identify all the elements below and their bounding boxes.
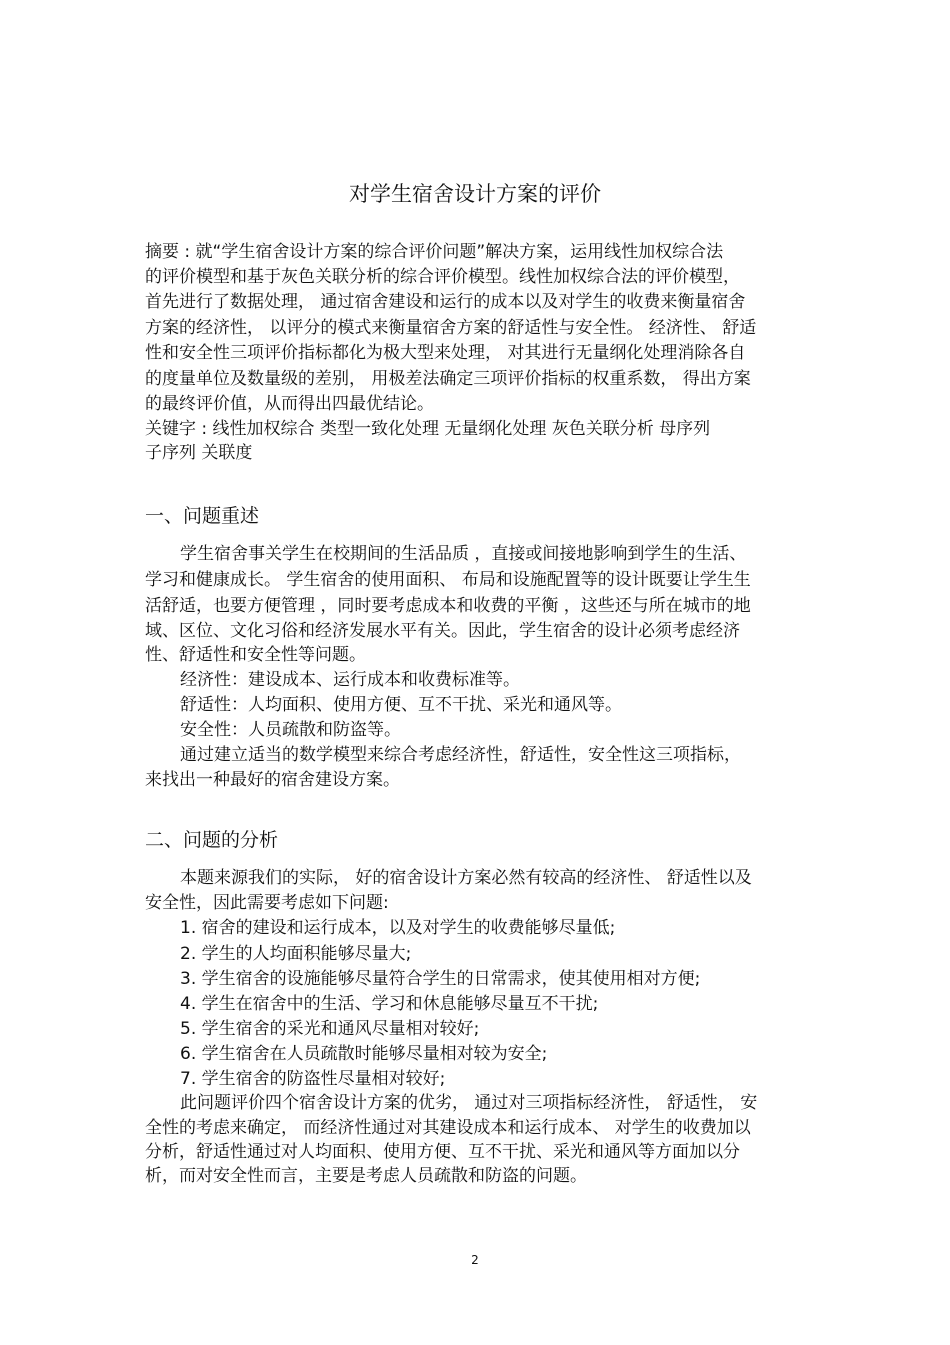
paragraph-line: 本题来源我们的实际， 好的宿舍设计方案必然有较高的经济性、 舒适性以及 xyxy=(180,868,752,888)
page-number: 2 xyxy=(471,1253,479,1267)
list-item: 4. 学生在宿舍中的生活、学习和休息能够尽量互不干扰; xyxy=(180,994,599,1014)
paragraph-line: 安全性：人员疏散和防盗等。 xyxy=(180,720,401,740)
list-item: 2. 学生的人均面积能够尽量大; xyxy=(180,944,412,964)
abstract-line: 首先进行了数据处理， 通过宿舍建设和运行的成本以及对学生的收费来衡量宿舍 xyxy=(145,292,746,312)
abstract-line: 的最终评价值，从而得出四最优结论。 xyxy=(145,394,434,414)
keywords-line: 关键字 : 线性加权综合 类型一致化处理 无量纲化处理 灰色关联分析 母序列 xyxy=(145,419,711,439)
document-title: 对学生宿舍设计方案的评价 xyxy=(349,182,601,206)
abstract-line: 方案的经济性， 以评分的模式来衡量宿舍方案的舒适性与安全性。 经济性、 舒适 xyxy=(145,318,757,338)
list-item: 3. 学生宿舍的设施能够尽量符合学生的日常需求，使其使用相对方便; xyxy=(180,969,701,989)
list-item: 7. 学生宿舍的防盗性尽量相对较好; xyxy=(180,1069,446,1089)
list-item: 5. 学生宿舍的采光和通风尽量相对较好; xyxy=(180,1019,480,1039)
paragraph-line: 经济性：建设成本、运行成本和收费标准等。 xyxy=(180,670,520,690)
abstract-line: 摘要 : 就“学生宿舍设计方案的综合评价问题”解决方案，运用线性加权综合法 xyxy=(145,242,724,262)
paragraph-line: 性、舒适性和安全性等问题。 xyxy=(145,645,366,665)
paragraph-line: 安全性，因此需要考虑如下问题: xyxy=(145,893,389,913)
paragraph-line: 析，而对安全性而言，主要是考虑人员疏散和防盗的问题。 xyxy=(145,1166,587,1186)
paragraph-line: 舒适性：人均面积、使用方便、互不干扰、采光和通风等。 xyxy=(180,695,622,715)
paragraph-line: 分析，舒适性通过对人均面积、使用方便、互不干扰、采光和通风等方面加以分 xyxy=(145,1142,740,1162)
paragraph-line: 来找出一种最好的宿舍建设方案。 xyxy=(145,770,400,790)
abstract-line: 性和安全性三项评价指标都化为极大型来处理， 对其进行无量纲化处理消除各自 xyxy=(145,343,746,363)
section-heading: 一、问题重述 xyxy=(145,505,260,527)
abstract-line: 的评价模型和基于灰色关联分析的综合评价模型。线性加权综合法的评价模型， xyxy=(145,267,740,287)
paragraph-line: 学生宿舍事关学生在校期间的生活品质 ，直接或间接地影响到学生的生活、 xyxy=(180,544,747,564)
paragraph-line: 通过建立适当的数学模型来综合考虑经济性，舒适性，安全性这三项指标， xyxy=(180,745,741,765)
abstract-line: 的度量单位及数量级的差别， 用极差法确定三项评价指标的权重系数， 得出方案 xyxy=(145,369,751,389)
paragraph-line: 全性的考虑来确定， 而经济性通过对其建设成本和运行成本、 对学生的收费加以 xyxy=(145,1118,751,1138)
paragraph-line: 域、区位、文化习俗和经济发展水平有关。因此，学生宿舍的设计必须考虑经济 xyxy=(145,621,740,641)
keywords-line: 子序列 关联度 xyxy=(145,443,253,463)
paragraph-line: 活舒适，也要方便管理 ，同时要考虑成本和收费的平衡 ，这些还与所在城市的地 xyxy=(145,596,751,616)
section-heading: 二、问题的分析 xyxy=(145,829,279,851)
paragraph-line: 学习和健康成长。 学生宿舍的使用面积、 布局和设施配置等的设计既要让学生生 xyxy=(145,570,751,590)
paragraph-line: 此问题评价四个宿舍设计方案的优劣， 通过对三项指标经济性， 舒适性， 安 xyxy=(180,1093,758,1113)
list-item: 1. 宿舍的建设和运行成本，以及对学生的收费能够尽量低; xyxy=(180,918,616,938)
list-item: 6. 学生宿舍在人员疏散时能够尽量相对较为安全; xyxy=(180,1044,548,1064)
